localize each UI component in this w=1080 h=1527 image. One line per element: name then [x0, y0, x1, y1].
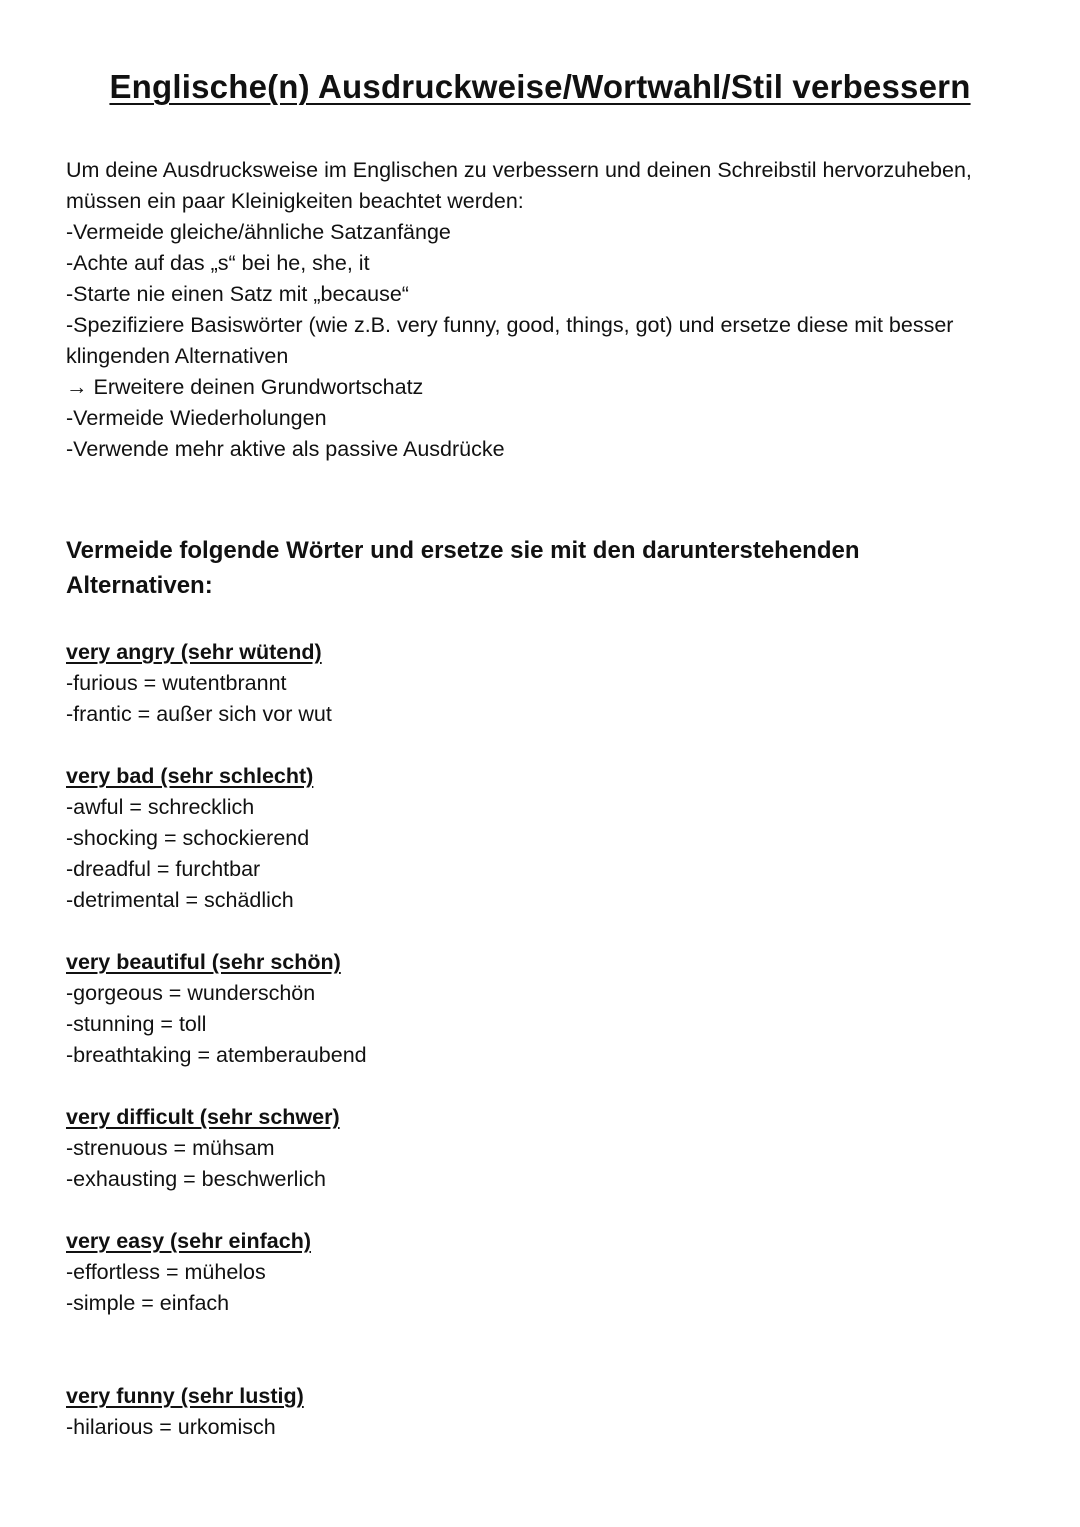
group-heading: very beautiful (sehr schön): [66, 950, 341, 974]
alternative-item: -dreadful = furchtbar: [66, 857, 261, 881]
section-heading: Vermeide folgende Wörter und ersetze sie mit den darunterstehenden Alternativen:: [66, 537, 860, 599]
intro-block: [66, 155, 1016, 465]
tip-item: -Vermeide Wiederholungen: [66, 406, 327, 430]
alternative-item: -hilarious = urkomisch: [66, 1415, 276, 1439]
word-group-difficult: [66, 1102, 340, 1195]
arrow-tip-text: Erweitere deinen Grundwortschatz: [93, 375, 424, 399]
tip-item: -Vermeide gleiche/ähnliche Satzanfänge: [66, 220, 451, 244]
alternative-item: -shocking = schockierend: [66, 826, 310, 850]
alternative-item: -awful = schrecklich: [66, 795, 255, 819]
group-heading: very difficult (sehr schwer): [66, 1105, 340, 1129]
group-heading: very funny (sehr lustig): [66, 1384, 304, 1408]
arrow-right-icon: →: [66, 375, 88, 399]
alternative-item: -gorgeous = wunderschön: [66, 981, 316, 1005]
alternative-item: -exhausting = beschwerlich: [66, 1167, 326, 1191]
alternative-item: -breathtaking = atemberaubend: [66, 1043, 367, 1067]
word-group-easy: [66, 1226, 311, 1319]
alternative-item: -simple = einfach: [66, 1291, 230, 1315]
alternative-item: -furious = wutentbrannt: [66, 671, 287, 695]
word-group-bad: [66, 761, 313, 916]
alternative-item: -stunning = toll: [66, 1012, 207, 1036]
group-heading: very angry (sehr wütend): [66, 640, 322, 664]
tip-item: -Starte nie einen Satz mit „because“: [66, 282, 409, 306]
tip-item: -Verwende mehr aktive als passive Ausdrücke: [66, 437, 505, 461]
alternative-item: -effortless = mühelos: [66, 1260, 266, 1284]
page-title: Englische(n) Ausdruckweise/Wortwahl/Stil verbessern: [109, 68, 971, 105]
arrow-tip: [66, 372, 1016, 403]
word-group-angry: [66, 637, 332, 730]
tip-item: -Spezifiziere Basiswörter (wie z.B. very funny, good, things, got) und ersetze diese mit besser klingenden Alternativen: [66, 313, 954, 368]
word-group-beautiful: [66, 947, 367, 1071]
group-heading: very bad (sehr schlecht): [66, 764, 314, 788]
word-group-funny: [66, 1381, 304, 1443]
intro-paragraph: Um deine Ausdrucksweise im Englischen zu verbessern und deinen Schreibstil hervorzuheben, müssen ein paar Kleinigkeiten beachtet werden:: [66, 158, 972, 213]
alternative-item: -strenuous = mühsam: [66, 1136, 275, 1160]
group-heading: very easy (sehr einfach): [66, 1229, 311, 1253]
alternative-item: -detrimental = schädlich: [66, 888, 294, 912]
tip-item: -Achte auf das „s“ bei he, she, it: [66, 251, 370, 275]
alternative-item: -frantic = außer sich vor wut: [66, 702, 332, 726]
